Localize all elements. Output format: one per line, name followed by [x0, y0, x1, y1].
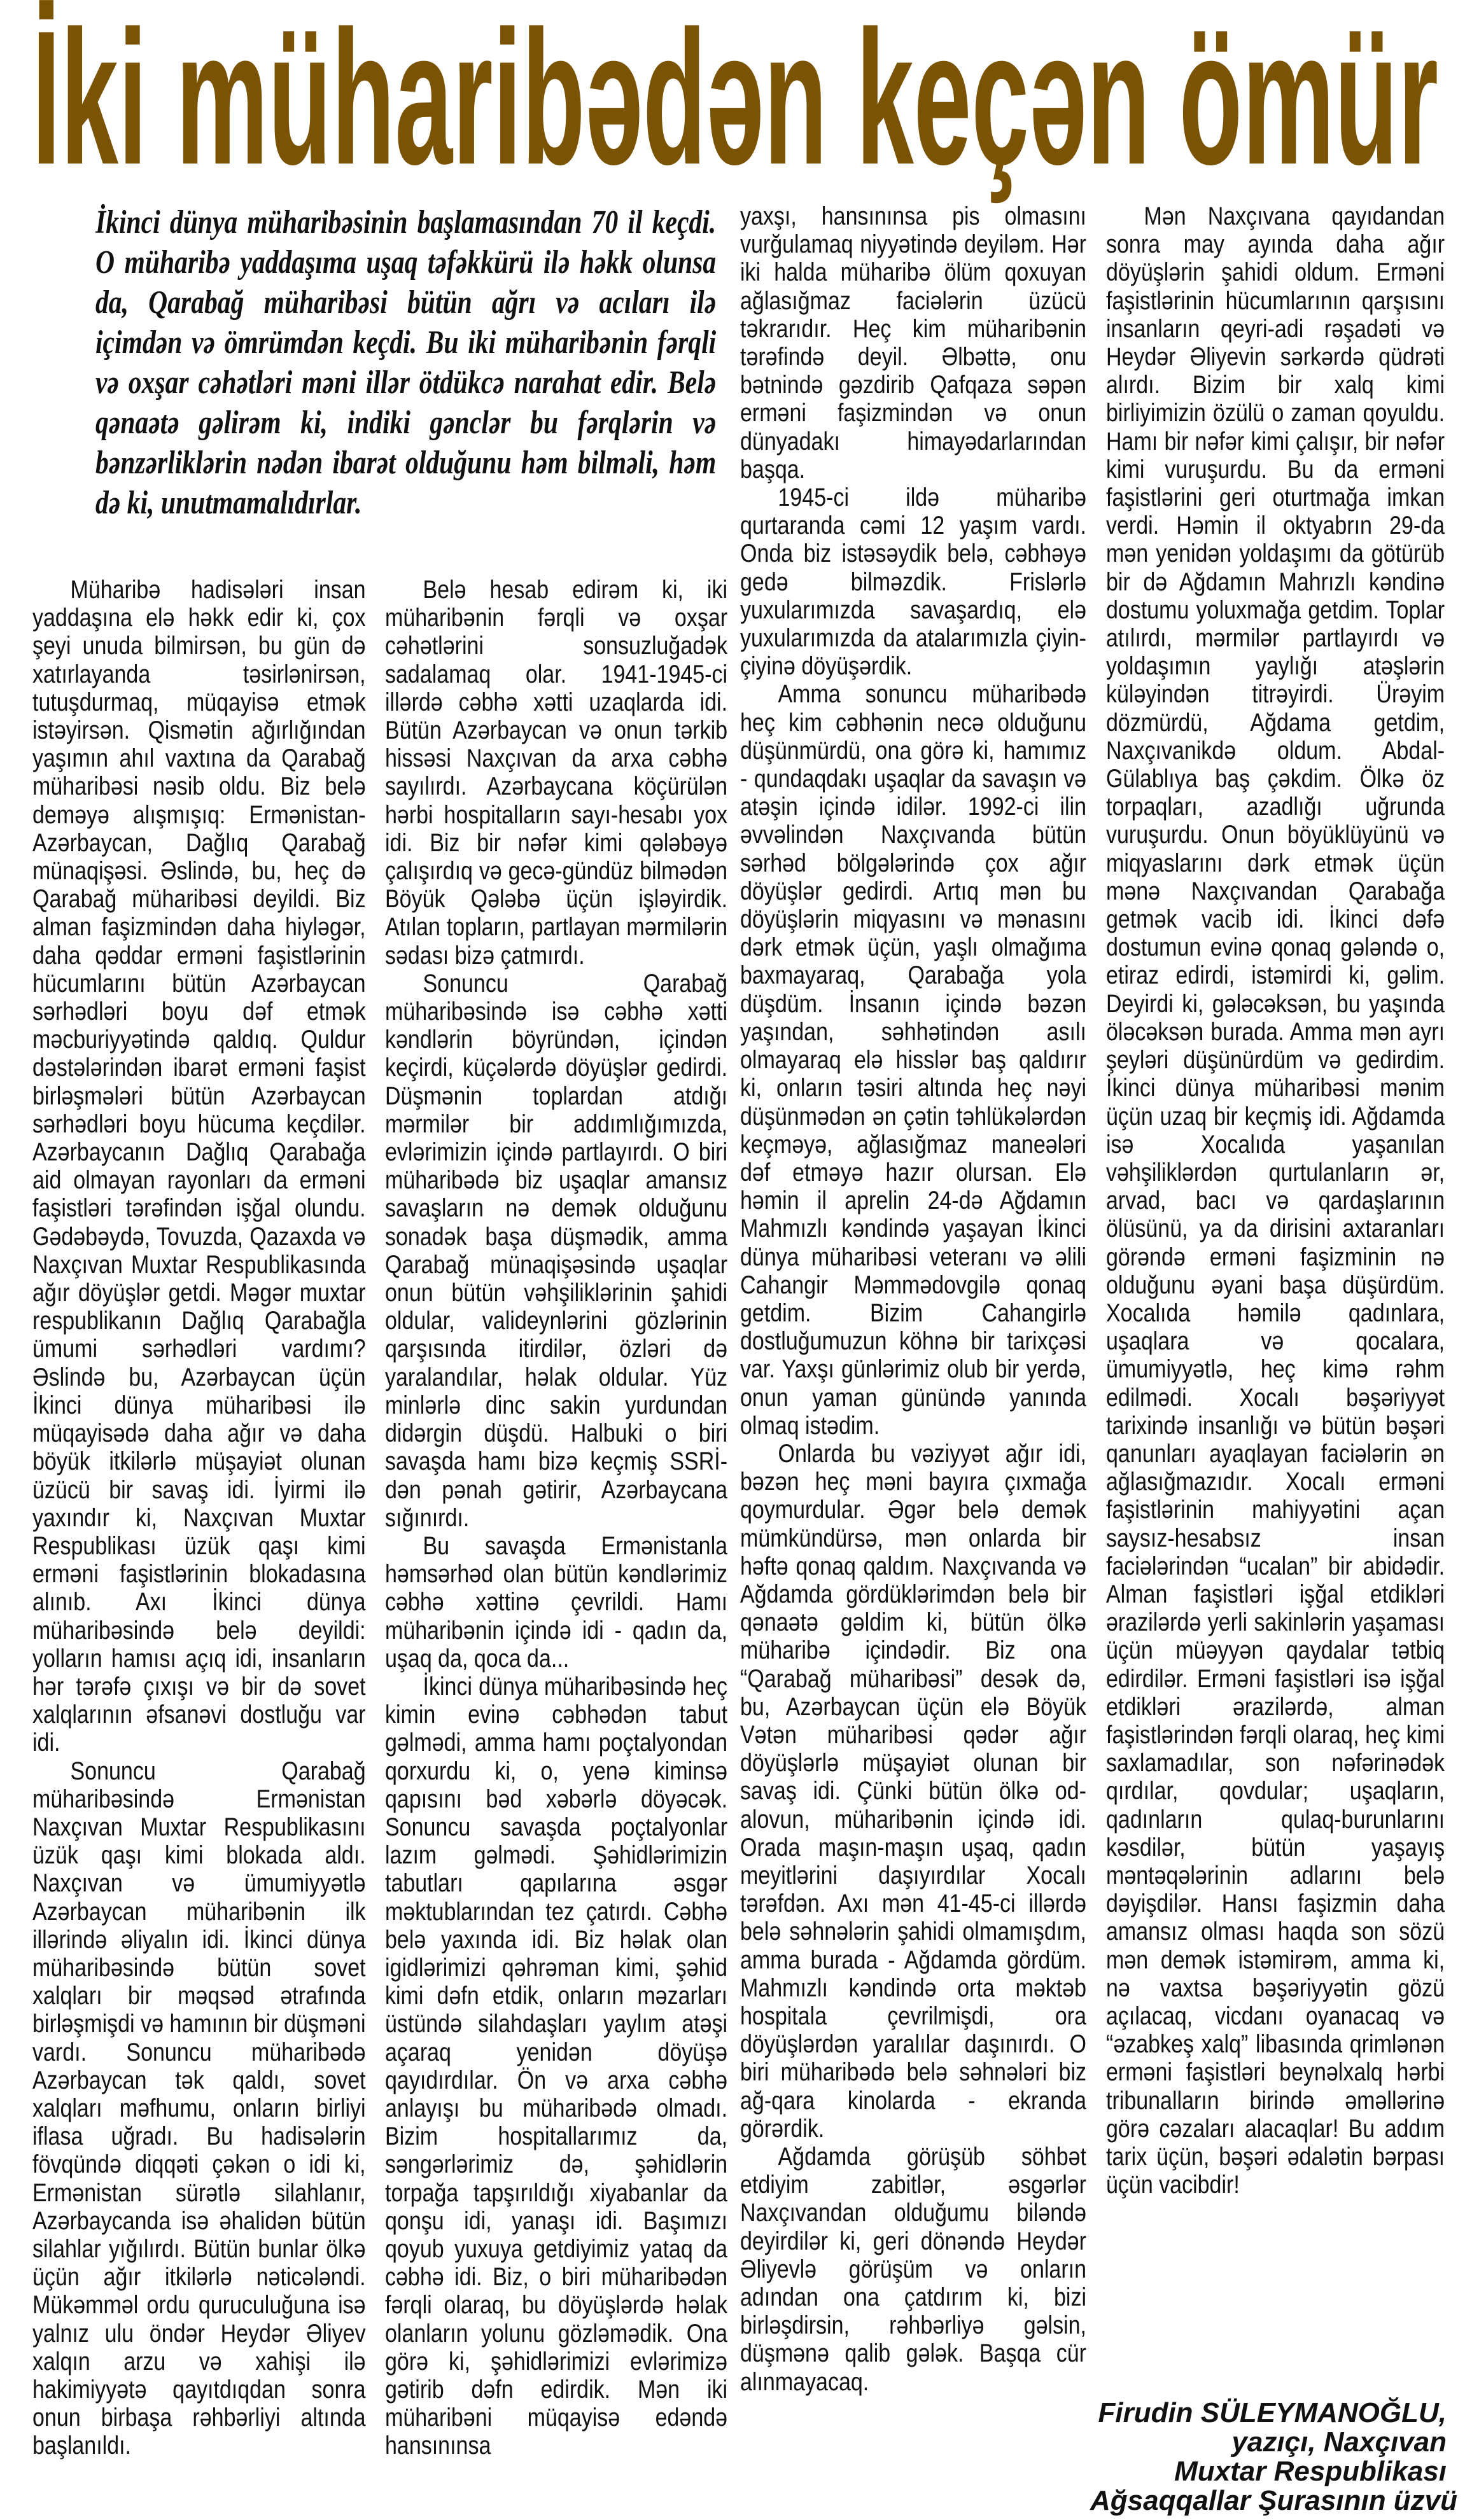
author-signature: [1090, 2397, 1458, 2516]
article-title-text: İki müharibədən keçən ömür: [32, 0, 1438, 204]
paragraph: Sonuncu Qarabağ müharibəsində isə cəbhə xətti kəndlərin böyründən, içindən keçirdi, küçələrdə döyüşlər gedirdi. Düşmənin toplardan atdığı mərmilər bir addımlığımızda, evlərimizin içində partlayırdı. O biri müharibədə biz uşaqlar amansız savaşların nə demək olduğunu sonadək başa düşmədik, amma Qarabağ münaqişəsində uşaqlar onun bütün vəhşiliklərinin şahidi oldular, valideynlərini gözlərinin qarşısında itirdilər, özləri də yaralandılar, həlak oldular. Yüz minlərlə dinc sakin yurdundan didərgin düşdü. Halbuki o biri savaşda hamı bizə keçmiş SSRİ-dən pənah gətirir, Azərbaycana sığınırdı.: [385, 969, 727, 1532]
paragraph: yaxşı, hansınınsa pis olmasını vurğulamaq niyyətində deyiləm. Hər iki halda müharibə ölüm qoxuyan ağlasığmaz faciələrin üzücü təkrarıdır. Heç kim müharibənin tərəfində deyil. Əlbəttə, onu bətnində gəzdirib Qafqaza səpən erməni faşizmindən və onun dünyadakı himayədarlarından başqa.: [740, 202, 1086, 484]
author-title: Muxtar Respublikası: [1174, 2456, 1447, 2487]
text-column-4: [1106, 202, 1445, 2378]
text-column-1: [32, 576, 366, 2516]
paragraph: Bu savaşda Ermənistanla həmsərhəd olan bütün kəndlərimiz cəbhə xəttinə çevrildi. Hamı müharibənin içində idi - qadın da, uşaq da, qoca da...: [385, 1531, 727, 1673]
paragraph: Belə hesab edirəm ki, iki müharibənin fərqli və oxşar cəhətlərini sonsuzluğadək sadalamaq olar. 1941-1945-ci illərdə cəbhə xətti uzaqlarda idi. Bütün Azərbaycan və onun tərkib hissəsi Naxçıvan da arxa cəbhə sayılırdı. Azərbaycana köçürülən hərbi hospitalların sayı-hesabı yox idi. Biz bir nəfər kimi qələbəyə çalışırdıq və gecə-gündüz bilmədən Böyük Qələbə üçün işləyirdik. Atılan topların, partlayan mərmilərin sədası bizə çatmırdı.: [385, 576, 727, 970]
paragraph: Mən Naxçıvana qayıdandan sonra may ayında daha ağır döyüşlərin şahidi oldum. Erməni faşistlərinin hücumlarının qarşısını insanların qeyri-adi rəşadəti və Heydər Əliyevin sərkərdə qüdrəti alırdı. Bizim bir xalq kimi birliyimizin özülü o zaman qoyuldu. Hamı bir nəfər kimi çalışır, bir nəfər kimi vuruşurdu. Bu da erməni faşistlərini geri oturtmağa imkan verdi. Həmin il oktyabrın 29-da mən yenidən yoldaşımı da götürüb bir də Ağdamın Mahrızlı kəndinə dostumu yoluxmağa getdim. Toplar atılırdı, mərmilər partlayırdı və yoldaşımın yaylığı atəşlərin küləyindən titrəyirdi. Ürəyim dözmürdü, Ağdama getdim, Naxçıvanikdə oldum. Abdal-Gülablıya baş çəkdim. Ölkə öz torpaqları, azadlığı uğrunda vuruşurdu. Onun böyüklüyünü və miqyaslarını dərk etmək üçün mənə Naxçıvandan Qarabağa getmək vacib idi. İkinci dəfə dostumun evinə qonaq gələndə o, etiraz edirdi, istəmirdi ki, gəlim. Deyirdi ki, gələcəksən, bu yaşında öləcəksən burada. Amma mən ayrı şeyləri düşünürdüm və gedirdim. İkinci dünya müharibəsi mənim üçün uzaq bir keçmiş idi. Ağdamda isə Xocalıda yaşanılan vəhşiliklərdən qurtulanların ər, arvad, bacı və qardaşlarının ölüsünü, ya da dirisini axtaranları görəndə erməni faşizminin nə olduğunu əyani başa düşürdüm. Xocalıda həmilə qadınlara, uşaqlara və qocalara, ümumiyyətlə, heç kimə rəhm edilmədi. Xocalı bəşəriyyət tarixində insanlığı və bütün bəşəri qanunları ayaqlayan faciələrin ən ağlasığmazıdır. Xocalı erməni faşistlərinin mahiyyətini açan saysız-hesabsız insan faciələrindən “ucalan” bir abidədir. Alman faşistləri işğal etdikləri ərazilərdə yerli sakinlərin yaşaması üçün müəyyən qaydalar tətbiq edirdilər. Erməni faşistləri isə işğal etdikləri ərazilərdə, alman faşistlərindən fərqli olaraq, heç kimi saxlamadılar, son nəfərinədək qırdılar, qovdular; uşaqların, qadınların qulaq-burunlarını kəsdilər, bütün yaşayış məntəqələrinin adlarını belə dəyişdilər. Hansı faşizmin daha amansız olması haqda son sözü mən demək istəmirəm, amma ki, nə vaxtsa bəşəriyyətin gözü açılacaq, vicdanı oyanacaq və “əzabkeş xalq” libasında qrimlənən erməni faşistləri beynəlxalq hərbi tribunalların birində əməllərinə görə cəzaları alacaqlar! Bu addım tarix üçün, bəşəri ədalətin bərpası üçün vacibdir!: [1106, 202, 1445, 2199]
paragraph: Müharibə hadisələri insan yaddaşına elə həkk edir ki, çox şeyi unuda bilmirsən, bu gün də xatırlayanda təsirlənirsən, tutuşdurmaq, müqayisə etmək istəyirsən. Qismətin ağırlığından yaşımın ahıl vaxtına da Qarabağ müharibəsi nəsib oldu. Biz belə deməyə alışmışıq: Ermənistan-Azərbaycan, Dağlıq Qarabağ münaqişəsi. Əslində, bu, heç də Qarabağ müharibəsi deyildi. Biz alman faşizmindən daha hiyləgər, daha qəddar erməni faşistlərinin hücumlarını bütün Azərbaycan sərhədləri boyu dəf etmək məcburiyyətində qaldıq. Quldur dəstələrindən ibarət erməni faşist birləşmələri bütün Azərbaycan sərhədləri boyu hücuma keçdilər. Azərbaycanın Dağlıq Qarabağa aid olmayan rayonları da erməni faşistləri tərəfindən işğal olundu. Gədəbəydə, Tovuzda, Qazaxda və Naxçıvan Muxtar Respublikasında ağır döyüşlər getdi. Məgər muxtar respublikanın Dağlıq Qarabağla ümumi sərhədləri vardımı? Əslində bu, Azərbaycan üçün İkinci dünya müharibəsi ilə müqayisədə daha ağır və daha böyük itkilərlə müşayiət olunan üzücü bir savaş idi. İyirmi ilə yaxındır ki, Naxçıvan Muxtar Respublikası üzük qaşı kimi erməni faşistlərinin blokadasına alınıb. Axı İkinci dünya müharibəsində belə deyildi: yolların hamısı açıq idi, insanların hər tərəfə çıxışı və bir də sovet xalqlarının əfsanəvi dostluğu var idi.: [32, 576, 366, 1757]
paragraph: Sonuncu Qarabağ müharibəsində Ermənistan Naxçıvan Muxtar Respublikasını üzük qaşı kimi blokada aldı. Naxçıvan və ümumiyyətlə Azərbaycan müharibənin ilk illərində əliyalın idi. İkinci dünya müharibəsində bütün sovet xalqları bir məqsəd ətrafında birləşmişdi və hamının bir düşməni vardı. Sonuncu müharibədə Azərbaycan tək qaldı, sovet xalqları məfhumu, onların birliyi iflasa uğradı. Bu hadisələrin fövqündə diqqəti çəkən o idi ki, Ermənistan sürətlə silahlanır, Azərbaycanda isə əhalidən bütün silahlar yığılırdı. Bütün bunlar ölkə üçün ağır itkilərlə nəticələndi. Mükəmməl ordu quruculuğuna isə yalnız ulu öndər Heydər Əliyev xalqın arzu və xahişi ilə hakimiyyətə qayıtdıqdan sonra onun birbaşa rəhbərliyi altında başlanıldı.: [32, 1757, 366, 2460]
text-column-3: [740, 202, 1086, 2518]
paragraph: Amma sonuncu müharibədə heç kim cəbhənin necə olduğunu düşünmürdü, ona görə ki, hamımız - qundaqdakı uşaqlar da savaşın və atəşin içində idilər. 1992-ci ilin əvvəlindən Naxçıvanda bütün sərhəd bölgələrində çox ağır döyüşlər gedirdi. Artıq mən bu döyüşlərin miqyasını və mənasını dərk etmək üçün, yaşlı olmağıma baxmayaraq, Qarabağa yola düşdüm. İnsanın içində bəzən yaşından, səhhətindən asılı olmayaraq elə hisslər baş qaldırır ki, onların təsiri altında heç nəyi düşünmədən ən çətin təhlükələrdən keçməyə, ağlasığmaz maneələri dəf etməyə hazır olursan. Elə həmin il aprelin 24-də Ağdamın Mahmızlı kəndində yaşayan İkinci dünya müharibəsi veteranı və əlili Cahangir Məmmədovgilə qonaq getdim. Bizim Cahangirlə dostluğumuzun köhnə bir tarixçəsi var. Yaxşı günlərimiz olub bir yerdə, onun yaman günündə yanında olmaq istədim.: [740, 680, 1086, 1440]
article-title: [32, 0, 1438, 204]
author-title: Ağsaqqallar Şurasının üzvü: [1090, 2485, 1458, 2516]
author-name: Firudin SÜLEYMANOĞLU,: [1098, 2397, 1447, 2428]
paragraph: 1945-ci ildə müharibə qurtaranda cəmi 12 yaşım vardı. Onda biz istəsəydik belə, cəbhəyə gedə bilməzdik. Frislərlə yuxularımızda savaşardıq, elə yuxularımızda da atalarımızla çiyin-çiyinə döyüşərdik.: [740, 484, 1086, 681]
lead-paragraph: İkinci dünya müharibəsinin başlamasından 70 il keçdi. O müharibə yaddaşıma uşaq təfəkkürü ilə həkk olunsa da, Qarabağ müharibəsi bütün ağrı və acıları ilə içimdən və ömrümdən keçdi. Bu iki müharibənin fərqli və oxşar cəhətləri məni illər ötdükcə narahat edir. Belə qənaətə gəlirəm ki, indiki gənclər bu fərqlərin və bənzərliklərin nədən ibarət olduğunu həm bilməli, həm də ki, unutmamalıdırlar.: [95, 204, 716, 521]
text-column-2: [385, 576, 727, 2516]
article-lead: [95, 202, 716, 546]
paragraph: Onlarda bu vəziyyət ağır idi, bəzən heç məni bayıra çıxmağa qoymurdular. Əgər belə demək mümkündürsə, mən onlarda bir həftə qonaq qaldım. Naxçıvanda və Ağdamda gördüklərimdən belə bir qənaətə gəldim ki, bütün ölkə müharibə içindədir. Biz ona “Qarabağ müharibəsi” desək də, bu, Azərbaycan üçün elə Böyük Vətən müharibəsi qədər ağır döyüşlərlə müşayiət olunan bir savaş idi. Çünki bütün ölkə od-alovun, müharibənin içində idi. Orada maşın-maşın uşaq, qadın meyitlərini daşıyırdılar Xocalı tərəfdən. Axı mən 41-45-ci illərdə belə səhnələrin şahidi olmamışdım, amma burada - Ağdamda gördüm. Mahmızlı kəndində orta məktəb hospitala çevrilmişdi, ora döyüşlərdən yaralılar daşınırdı. O biri müharibədə belə səhnələri biz ağ-qara kinolarda - ekranda görərdik.: [740, 1439, 1086, 2143]
author-title: yazıçı, Naxçıvan: [1231, 2426, 1447, 2458]
paragraph: İkinci dünya müharibəsində heç kimin evinə cəbhədən tabut gəlmədi, amma hamı poçtalyondan qorxurdu ki, o, yenə kiminsə qapısını bəd xəbərlə döyəcək. Sonuncu savaşda poçtalyonlar lazım gəlmədi. Şəhidlərimizin tabutları qapılarına əsgər məktublarından tez çatırdı. Cəbhə belə yaxında idi. Biz həlak olan igidlərimizi qəhrəman kimi, şəhid kimi dəfn etdik, onların məzarları üstündə silahdaşları yaylım atəşi açaraq yenidən döyüşə qayıdırdılar. Ön və arxa cəbhə anlayışı bu müharibədə olmadı. Bizim hospitallarımız da, səngərlərimiz də, şəhidlərin torpağa tapşırıldığı xiyabanlar da qonşu idi, yanaşı idi. Başımızı qoyub yuxuya getdiyimiz yataq da cəbhə idi. Biz, o biri müharibədən fərqli olaraq, bu döyüşlərdə həlak olanların yolunu gözləmədik. Ona görə ki, şəhidlərimizi evlərimizə gətirib dəfn edirdik. Mən iki müharibəni müqayisə edəndə hansınınsa: [385, 1672, 727, 2460]
paragraph: Ağdamda görüşüb söhbət etdiyim zabitlər, əsgərlər Naxçıvandan olduğumu biləndə deyirdilər ki, geri dönəndə Heydər Əliyevlə görüşüm və onların adından ona çatdırım ki, bizi birləşdirsin, rəhbərliyə gəlsin, düşmənə qalib gələk. Başqa cür alınmayacaq.: [740, 2143, 1086, 2396]
